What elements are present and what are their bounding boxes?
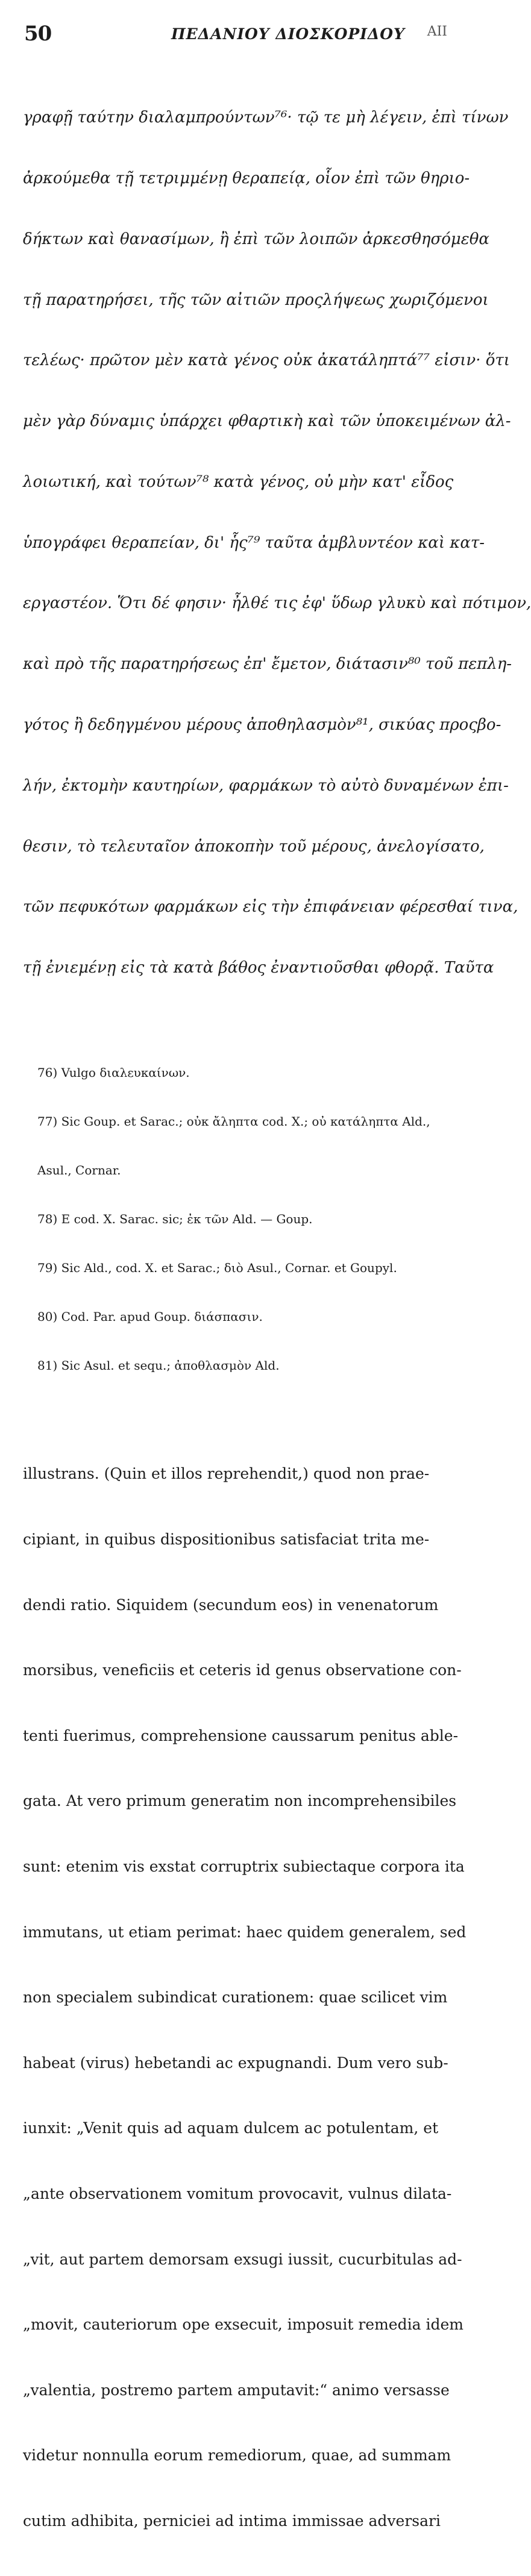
latin-line: habeat (virus) hebetandi ac expugnandi. Dum vero sub-: [23, 2054, 448, 2072]
latin-line: „ante observationem vomitum provocavit, vulnus dilata-: [23, 2185, 452, 2203]
footnotes-block: [37, 1032, 465, 1406]
greek-line: ἀρκούμεθα τῇ τετριμμένῃ θεραπείᾳ, οἷον ἐπὶ τῶν θηριο-: [23, 169, 470, 187]
footnote: 78) E cod. X. Sarac. sic; ἐκ τῶν Ald. — Goup.: [37, 1211, 313, 1226]
latin-line: sunt: etenim vis exstat corruptrix subiectaque corpora ita: [23, 1857, 465, 1875]
page-number: 50: [24, 22, 52, 46]
latin-line: „movit, cauteriorum ope exsecuit, imposuit remedia idem: [23, 2316, 463, 2334]
latin-line: illustrans. (Quin et illos reprehendit,) quod non prae-: [23, 1465, 430, 1483]
latin-line: videtur nonnulla eorum remediorum, quae, ad summam: [23, 2446, 451, 2465]
latin-line: cipiant, in quibus dispositionibus satisfaciat trita me-: [23, 1530, 430, 1548]
footnote: 80) Cod. Par. apud Goup. διάσπασιν.: [37, 1309, 263, 1324]
latin-line: immutans, ut etiam perimat: haec quidem generalem, sed: [23, 1923, 467, 1941]
latin-line: „valentia, postremo partem amputavit:“ animo versasse: [23, 2381, 450, 2399]
greek-line: εργαστέον. Ὅτι δέ φησιν· ἦλθέ τις ἐφ' ὕδωρ γλυκὺ καὶ πότιμον,: [23, 594, 531, 613]
latin-text-block: [23, 1420, 465, 2576]
footnote: Asul., Cornar.: [37, 1162, 121, 1177]
footnote: 79) Sic Ald., cod. X. et Sarac.; διὸ Asul., Cornar. et Goupyl.: [37, 1260, 397, 1275]
greek-line: καὶ πρὸ τῆς παρατηρήσεως ἐπ' ἔμετον, διάτασιν⁸⁰ τοῦ πεπλη-: [23, 655, 512, 674]
greek-line: γότος ἢ δεδηγμένου μέρους ἀποθηλασμὸν⁸¹, σικύας προςβο-: [23, 716, 501, 734]
latin-line: gata. At vero primum generatim non incomprehensibiles: [23, 1792, 457, 1810]
latin-line: non specialem subindicat curationem: quae scilicet vim: [23, 1988, 448, 2007]
page-header: [14, 18, 465, 54]
greek-text-block: [23, 67, 531, 1019]
latin-line: „vit, aut partem demorsam exsugi iussit, cucurbitulas ad-: [23, 2250, 462, 2268]
greek-line: τῇ ἐνιεμένῃ εἰς τὰ κατὰ βάθος ἐναντιοῦσθαι φθορᾷ. Ταῦτα: [23, 959, 494, 977]
greek-line: ὑπογράφει θεραπείαν, δι' ἧς⁷⁹ ταῦτα ἀμβλυντέον καὶ κατ-: [23, 533, 485, 552]
greek-line: μὲν γὰρ δύναμις ὑπάρχει φθαρτικὴ καὶ τῶν ὑποκειμένων ἀλ-: [23, 412, 511, 431]
footnote: 81) Sic Asul. et sequ.; ἀποθλασμὸν Ald.: [37, 1358, 280, 1373]
greek-line: τῇ παρατηρήσει, τῆς τῶν αἰτιῶν προςλήψεως χωριζόμενοι: [23, 290, 489, 309]
greek-line: τελέως· πρῶτον μὲν κατὰ γένος οὐκ ἀκατάληπτά⁷⁷ εἰσιν· ὅτι: [23, 351, 510, 370]
greek-line: τῶν πεφυκότων φαρμάκων εἰς τὴν ἐπιφάνειαν φέρεσθαί τινα,: [23, 898, 518, 917]
greek-line: γραφῇ ταύτην διαλαμπρούντων⁷⁶· τῷ τε μὴ λέγειν, ἐπὶ τίνων: [23, 108, 509, 127]
latin-line: iunxit: „Venit quis ad aquam dulcem ac potulentam, et: [23, 2119, 439, 2137]
footnote: 76) Vulgo διαλευκαίνων.: [37, 1065, 190, 1080]
latin-line: morsibus, veneficiis et ceteris id genus observatione con-: [23, 1661, 462, 1679]
latin-line: dendi ratio. Siquidem (secundum eos) in venenatorum: [23, 1596, 439, 1614]
header-mark: ΑΙΙ: [427, 24, 447, 39]
latin-line: tenti fuerimus, comprehensione caussarum penitus able-: [23, 1726, 459, 1744]
latin-line: cutim adhibita, perniciei ad intima immissae adversari: [23, 2512, 441, 2530]
greek-line: δήκτων καὶ θανασίμων, ἢ ἐπὶ τῶν λοιπῶν ἀρκεσθησόμεθα: [23, 230, 489, 248]
greek-line: λήν, ἐκτομὴν καυτηρίων, φαρμάκων τὸ αὐτὸ δυναμένων ἐπι-: [23, 776, 509, 795]
greek-line: λοιωτική, καὶ τούτων⁷⁸ κατὰ γένος, οὐ μὴν κατ' εἶδος: [23, 472, 454, 491]
running-head: ΠΕΔΑΝΙΟΥ ΔΙΟΣΚΟΡΙΔΟΥ: [171, 25, 405, 43]
greek-line: θεσιν, τὸ τελευταῖον ἀποκοπὴν τοῦ μέρους, ἀνελογίσατο,: [23, 837, 485, 856]
footnote: 77) Sic Goup. et Sarac.; οὐκ ἄληπτα cod. X.; οὐ κατάληπτα Ald.,: [37, 1114, 430, 1129]
